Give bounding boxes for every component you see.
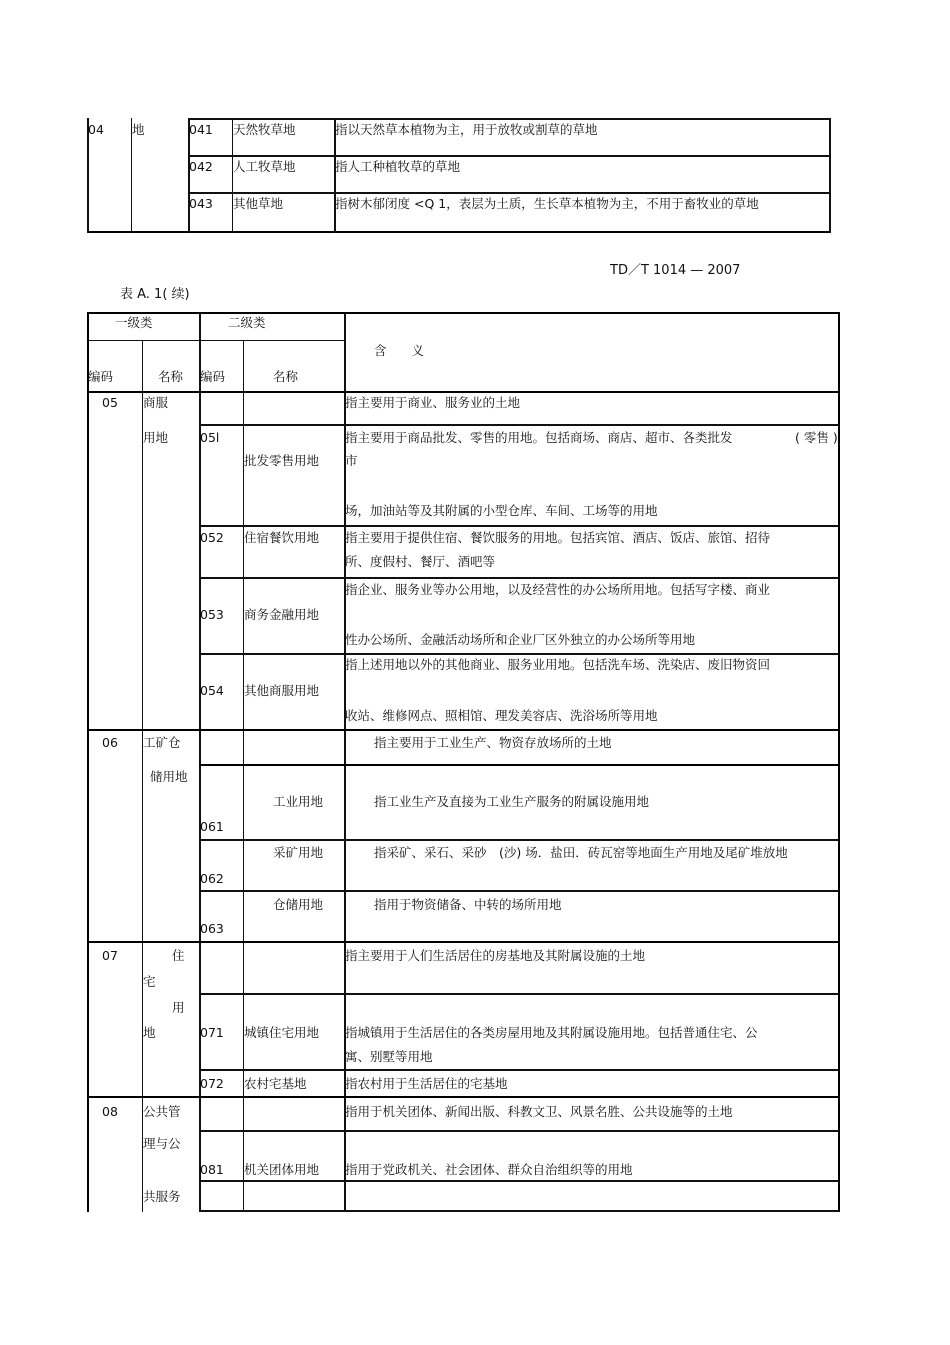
rule xyxy=(199,839,839,841)
row-code: 081 xyxy=(200,1162,224,1177)
row-code: 063 xyxy=(200,921,224,936)
row-meaning: 收站、维修网点、照相馆、理发美容店、洗浴场所等用地 xyxy=(345,708,658,723)
row-code: 043 xyxy=(189,196,213,211)
row-meaning: 指人工种植牧草的草地 xyxy=(335,159,461,174)
row-meaning: 市 xyxy=(345,453,358,468)
row-code: 062 xyxy=(200,871,224,886)
row-meaning: 所、度假村、餐厅、酒吧等 xyxy=(345,554,496,569)
group-meaning: 指主要用于工业生产、物资存放场所的土地 xyxy=(374,735,612,750)
header-code: 编码 xyxy=(88,369,114,384)
group-name: 工矿仓 xyxy=(143,735,181,750)
group-name: 用 xyxy=(172,1000,185,1015)
rule xyxy=(87,941,840,943)
row-meaning: 指工业生产及直接为工业生产服务的附属设施用地 xyxy=(374,794,650,809)
row-meaning: 指农村用于生活居住的宅基地 xyxy=(345,1076,508,1091)
group-name: 宅 xyxy=(143,974,156,989)
group-name: 理与公 xyxy=(143,1136,181,1151)
group-name: 储用地 xyxy=(150,769,188,784)
row-name: 采矿用地 xyxy=(273,845,324,860)
rule xyxy=(87,340,345,341)
rule xyxy=(199,1069,839,1071)
group-meaning: 指用于机关团体、新闻出版、科教文卫、风景名胜、公共设施等的土地 xyxy=(345,1104,733,1119)
row-name: 机关团体用地 xyxy=(244,1162,320,1177)
header-name2: 名称 xyxy=(273,369,299,384)
row-meaning: 指主要用于提供住宿、餐饮服务的用地。包括宾馆、酒店、饭店、旅馆、招待 xyxy=(345,530,771,545)
row-name: 城镇住宅用地 xyxy=(244,1025,320,1040)
group-name: 地 xyxy=(132,122,145,137)
row-code: 042 xyxy=(189,159,213,174)
row-name: 其他草地 xyxy=(233,196,284,211)
rule xyxy=(199,525,839,527)
group-name: 住 xyxy=(172,948,185,963)
row-meaning: 场，加油站等及其附属的小型仓库、车间、工场等的用地 xyxy=(345,503,658,518)
header-name: 名称 xyxy=(158,369,184,384)
row-name: 天然牧草地 xyxy=(233,122,296,137)
row-name: 工业用地 xyxy=(273,794,324,809)
rule xyxy=(87,231,830,233)
header-meaning: 含 义 xyxy=(374,343,425,358)
rule xyxy=(188,155,830,157)
rule xyxy=(87,312,840,314)
rule xyxy=(199,577,839,579)
row-code: 061 xyxy=(200,819,224,834)
group-name: 商服 xyxy=(143,395,169,410)
row-name: 农村宅基地 xyxy=(244,1076,307,1091)
group-meaning: 指主要用于人们生活居住的房基地及其附属设施的土地 xyxy=(345,948,646,963)
rule xyxy=(87,729,840,731)
row-name: 人工牧草地 xyxy=(233,159,296,174)
row-code: 054 xyxy=(200,683,224,698)
rule xyxy=(829,118,831,233)
group-code: 05 xyxy=(102,395,118,410)
row-name: 住宿餐饮用地 xyxy=(244,530,320,545)
group-name: 用地 xyxy=(143,430,169,445)
row-meaning: ( 零售 ) xyxy=(795,430,838,445)
rule xyxy=(87,391,840,393)
rule xyxy=(142,341,143,392)
rule xyxy=(199,890,839,892)
row-meaning: 指以天然草本植物为主，用于放牧或割草的草地 xyxy=(335,122,598,137)
rule xyxy=(142,392,143,1212)
group-name: 公共管 xyxy=(143,1104,181,1119)
group-code: 06 xyxy=(102,735,118,750)
group-meaning: 指主要用于商业、服务业的土地 xyxy=(345,395,521,410)
rule xyxy=(188,118,830,120)
table-caption: 表 A. 1( 续) xyxy=(120,287,190,302)
group-name: 共服务 xyxy=(143,1189,181,1204)
rule xyxy=(199,424,839,426)
row-code: 041 xyxy=(189,122,213,137)
row-name: 商务金融用地 xyxy=(244,607,320,622)
row-meaning: 指城镇用于生活居住的各类房屋用地及其附属设施用地。包括普通住宅、公 xyxy=(345,1025,758,1040)
header-level1: 一级类 xyxy=(115,315,153,330)
row-meaning: 指主要用于商品批发、零售的用地。包括商场、商店、超市、各类批发 xyxy=(345,430,733,445)
row-code: 053 xyxy=(200,607,224,622)
row-code: 052 xyxy=(200,530,224,545)
group-code: 08 xyxy=(102,1104,118,1119)
row-code: 072 xyxy=(200,1076,224,1091)
rule xyxy=(199,1130,839,1132)
rule xyxy=(188,192,830,194)
row-name: 其他商服用地 xyxy=(244,683,320,698)
row-meaning: 指用于党政机关、社会团体、群众自治组织等的用地 xyxy=(345,1162,633,1177)
rule xyxy=(838,312,840,1212)
row-meaning: 寓、别墅等用地 xyxy=(345,1049,433,1064)
header-level2: 二级类 xyxy=(228,315,266,330)
group-code: 07 xyxy=(102,948,118,963)
row-meaning: 指用于物资储备、中转的场所用地 xyxy=(374,897,562,912)
row-meaning: 指采矿、采石、采砂 (沙) 场．盐田．砖瓦窑等地面生产用地及尾矿堆放地 xyxy=(374,845,788,860)
row-code: 071 xyxy=(200,1025,224,1040)
group-code: 04 xyxy=(88,122,104,137)
header-code2: 编码 xyxy=(200,369,226,384)
rule xyxy=(199,653,839,655)
rule xyxy=(87,312,89,1212)
doc-id: TD／T 1014 — 2007 xyxy=(610,263,741,278)
row-meaning: 性办公场所、金融活动场所和企业厂区外独立的办公场所等用地 xyxy=(345,632,696,647)
rule xyxy=(87,1096,840,1098)
row-code: 05l xyxy=(200,430,220,445)
rule xyxy=(199,993,839,995)
group-name: 地 xyxy=(143,1025,156,1040)
rule xyxy=(199,1180,839,1182)
row-name: 批发零售用地 xyxy=(244,453,320,468)
row-meaning: 指企业、服务业等办公用地，以及经营性的办公场所用地。包括写字楼、商业 xyxy=(345,582,771,597)
row-meaning: 指树木郁闭度 <Q 1，表层为土质，生长草本植物为主，不用于畜牧业的草地 xyxy=(335,196,759,211)
rule xyxy=(199,764,839,766)
rule xyxy=(199,1210,839,1212)
row-name: 仓储用地 xyxy=(273,897,324,912)
row-meaning: 指上述用地以外的其他商业、服务业用地。包括洗车场、洗染店、废旧物资回 xyxy=(345,657,771,672)
